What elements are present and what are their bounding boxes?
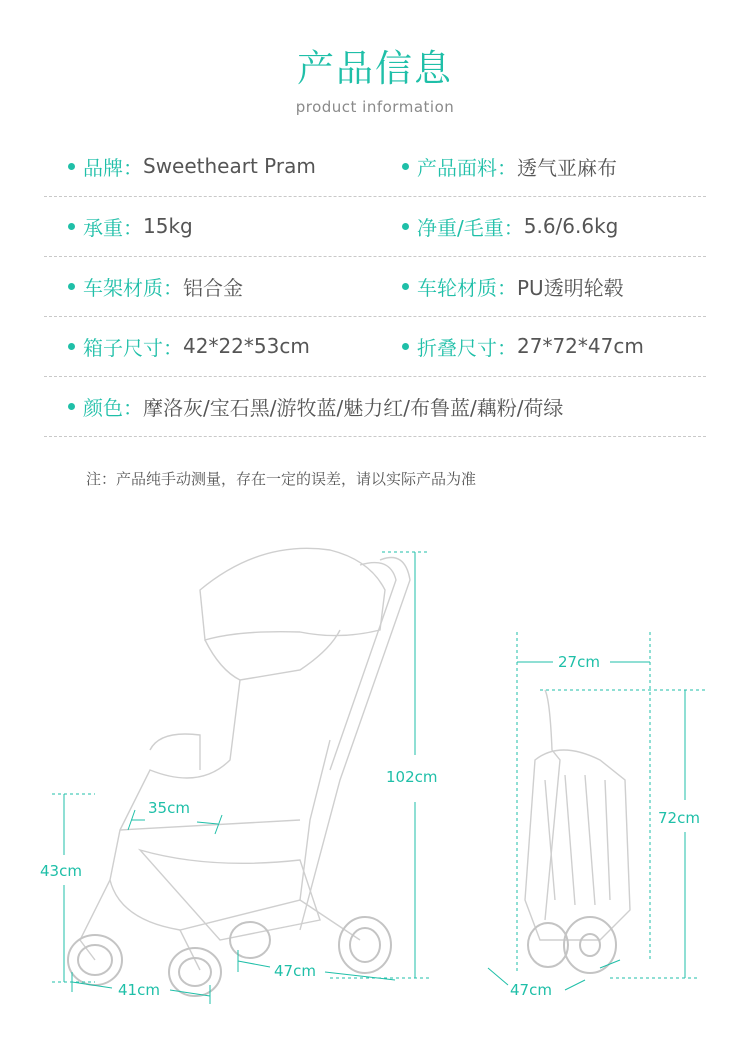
spec-label: 净重/毛重：: [417, 215, 524, 240]
spec-label: 颜色：: [83, 395, 143, 420]
dimension-lines: [52, 552, 708, 1004]
folded-wheels: [528, 917, 616, 973]
dim-seat-width-label: 35cm: [148, 799, 190, 817]
dim-folded-depth-label: 47cm: [510, 981, 552, 999]
spec-fabric: [402, 136, 617, 196]
bullet-icon: [68, 343, 75, 350]
spec-row: [44, 196, 706, 257]
bullet-icon: [68, 223, 75, 230]
spec-row: [44, 136, 706, 197]
spec-label: 折叠尺寸：: [417, 335, 517, 360]
spec-label: 产品面料：: [417, 155, 517, 180]
dim-seat-height-label: 43cm: [40, 862, 82, 880]
spec-value: 5.6/6.6kg: [523, 214, 619, 238]
bullet-icon: [402, 283, 409, 290]
dim-folded-height-label: 72cm: [658, 809, 700, 827]
bullet-icon: [68, 163, 75, 170]
spec-frame: [68, 256, 243, 316]
spec-box: [68, 316, 310, 376]
stroller-wheels: [68, 917, 391, 996]
stroller-folded-drawing: [525, 690, 630, 940]
spec-value: 42*22*53cm: [183, 334, 310, 358]
measurement-note: 注：产品纯手动测量，存在一定的误差，请以实际产品为准: [86, 470, 477, 488]
dim-height-label: 102cm: [386, 768, 438, 786]
spec-load: [68, 196, 193, 256]
stroller-dimension-illustration: [0, 520, 750, 1063]
spec-folded: [402, 316, 644, 376]
spec-row: [44, 316, 706, 377]
bullet-icon: [68, 403, 75, 410]
stroller-open-drawing: [80, 548, 410, 970]
dim-front-width-label: 41cm: [118, 981, 160, 999]
spec-label: 品牌：: [83, 155, 143, 180]
spec-color: [68, 376, 563, 436]
spec-value: 铝合金: [183, 275, 243, 300]
spec-weight: [402, 196, 618, 256]
page-title: 产品信息: [297, 47, 453, 90]
bullet-icon: [402, 223, 409, 230]
spec-brand: [68, 136, 316, 196]
dim-depth-label: 47cm: [274, 962, 316, 980]
bullet-icon: [68, 283, 75, 290]
spec-value: 透气亚麻布: [517, 155, 617, 180]
bullet-icon: [402, 163, 409, 170]
page-subtitle: product information: [295, 98, 455, 116]
bullet-icon: [402, 343, 409, 350]
spec-label: 车架材质：: [83, 275, 183, 300]
spec-value: Sweetheart Pram: [143, 154, 316, 178]
spec-label: 箱子尺寸：: [83, 335, 183, 360]
spec-value: 27*72*47cm: [517, 334, 644, 358]
spec-row: [44, 256, 706, 317]
spec-label: 车轮材质：: [417, 275, 517, 300]
spec-wheel: [402, 256, 624, 316]
dim-folded-width-label: 27cm: [558, 653, 600, 671]
spec-row: [44, 376, 706, 437]
spec-value: PU透明轮毂: [517, 275, 624, 300]
spec-value: 摩洛灰/宝石黑/游牧蓝/魅力红/布鲁蓝/藕粉/荷绿: [143, 395, 564, 420]
spec-label: 承重：: [83, 215, 143, 240]
spec-value: 15kg: [143, 214, 193, 238]
